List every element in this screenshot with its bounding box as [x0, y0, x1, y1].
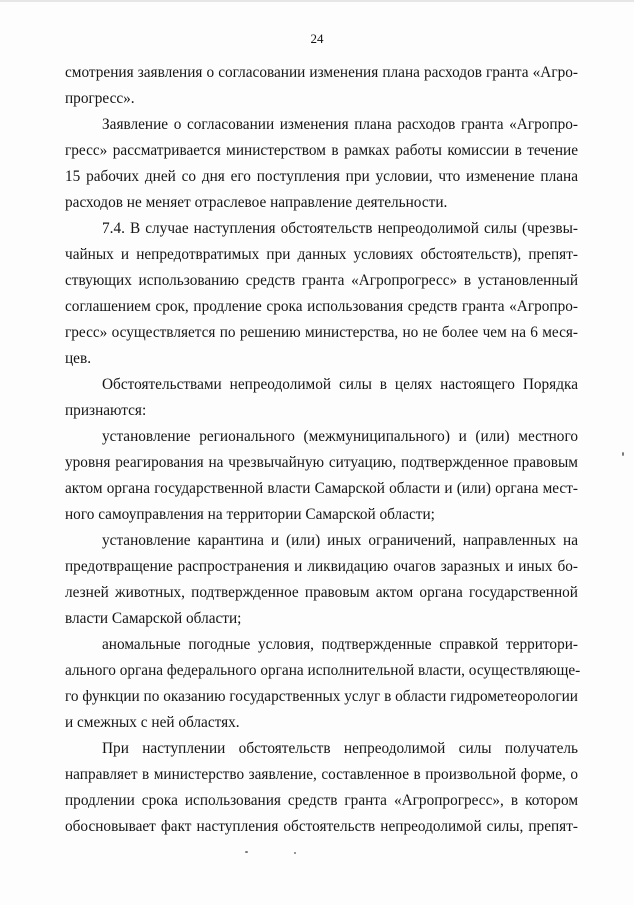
- text-line: Обстоятельствами непреодолимой силы в целях настоящего Порядка: [102, 376, 578, 393]
- text-line: обосновывает факт наступления обстоятельств непреодолимой силы, препят-: [65, 818, 578, 835]
- text-line: чайных и непредотвратимых при данных условиях обстоятельств), препят-: [65, 246, 578, 263]
- page-number: 24: [310, 31, 324, 46]
- text-line: гресс» осуществляется по решению министерства, но не более чем на 6 меся-: [65, 324, 578, 341]
- text-line: лезней животных, подтвержденное правовым актом органа государственной: [65, 584, 578, 601]
- text-line: уровня реагирования на чрезвычайную ситуацию, подтвержденное правовым: [65, 454, 578, 471]
- page-top-edge: [0, 0, 634, 2]
- scan-speck: [622, 452, 624, 456]
- text-line: власти Самарской области;: [65, 610, 242, 627]
- text-line: предотвращение распространения и ликвидацию очагов заразных и иных бо-: [65, 558, 578, 575]
- text-line: и смежных с ней областях.: [65, 714, 240, 731]
- text-line: признаются:: [65, 402, 147, 419]
- text-line: При наступлении обстоятельств непреодолимой силы получатель: [102, 740, 578, 757]
- text-line: гресс» рассматривается министерством в рамках работы комиссии в течение: [65, 142, 578, 159]
- text-line: прогресс».: [65, 90, 135, 107]
- text-line: Заявление о согласовании изменения плана расходов гранта «Агропро-: [102, 116, 578, 133]
- text-line: 15 рабочих дней со дня его поступления при условии, что изменение плана: [65, 168, 578, 185]
- text-line: расходов не меняет отраслевое направление деятельности.: [65, 194, 448, 211]
- text-line: ального органа федерального органа исполнительной власти, осуществляюще-: [65, 662, 581, 679]
- text-line: аномальные погодные условия, подтвержденные справкой территори-: [102, 636, 578, 653]
- text-line: актом органа государственной власти Самарской области и (или) органа мест-: [65, 480, 578, 497]
- text-line: продлении срока использования средств гранта «Агропрогресс», в котором: [65, 792, 578, 809]
- text-line: направляет в министерство заявление, составленное в произвольной форме, о: [65, 766, 578, 783]
- text-line: го функции по оказанию государственных услуг в области гидрометеорологии: [65, 688, 578, 705]
- text-line: цев.: [65, 350, 92, 367]
- scan-speck: [294, 852, 296, 854]
- text-line: 7.4. В случае наступления обстоятельств непреодолимой силы (чрезвы-: [102, 220, 578, 237]
- text-line: смотрения заявления о согласовании изменения плана расходов гранта «Агро-: [65, 64, 578, 81]
- text-line: установление регионального (межмуниципального) и (или) местного: [102, 428, 578, 445]
- scan-speck: [245, 851, 248, 853]
- text-line: установление карантина и (или) иных ограничений, направленных на: [102, 532, 578, 549]
- text-line: ного самоуправления на территории Самарской области;: [65, 506, 435, 523]
- text-line: ствующих использованию средств гранта «Агропрогресс» в установленный: [65, 272, 578, 289]
- text-line: соглашением срок, продление срока использования средств гранта «Агропро-: [65, 298, 578, 315]
